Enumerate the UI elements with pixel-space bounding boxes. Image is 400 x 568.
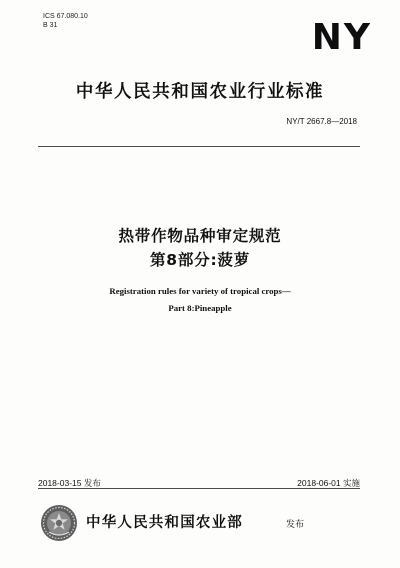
ccs-code: B 31 bbox=[43, 22, 58, 29]
implementation-date: 2018-06-01 实施 bbox=[297, 478, 360, 488]
title-cn-line1: 热带作物品种审定规范 bbox=[118, 227, 282, 245]
footer-divider bbox=[38, 488, 360, 489]
title-cn-line2: 第8部分:菠萝 bbox=[149, 251, 251, 269]
standard-type-heading: 中华人民共和国农业行业标准 bbox=[75, 82, 325, 102]
issuer-suffix: 发布 bbox=[286, 520, 305, 530]
standard-mark: NY bbox=[311, 17, 372, 58]
classification-codes bbox=[43, 12, 88, 30]
issuer-name: 中华人民共和国农业部 bbox=[86, 515, 243, 531]
title-en-line2: Part 8:Pineapple bbox=[168, 303, 232, 313]
header-divider bbox=[38, 146, 360, 147]
ics-code: ICS 67.080.10 bbox=[43, 13, 88, 20]
issue-date: 2018-03-15 发布 bbox=[38, 478, 101, 488]
title-en-line1: Registration rules for variety of tropical crops— bbox=[109, 286, 291, 296]
ministry-seal-icon bbox=[40, 504, 78, 542]
standard-number: NY/T 2667.8—2018 bbox=[286, 117, 357, 126]
